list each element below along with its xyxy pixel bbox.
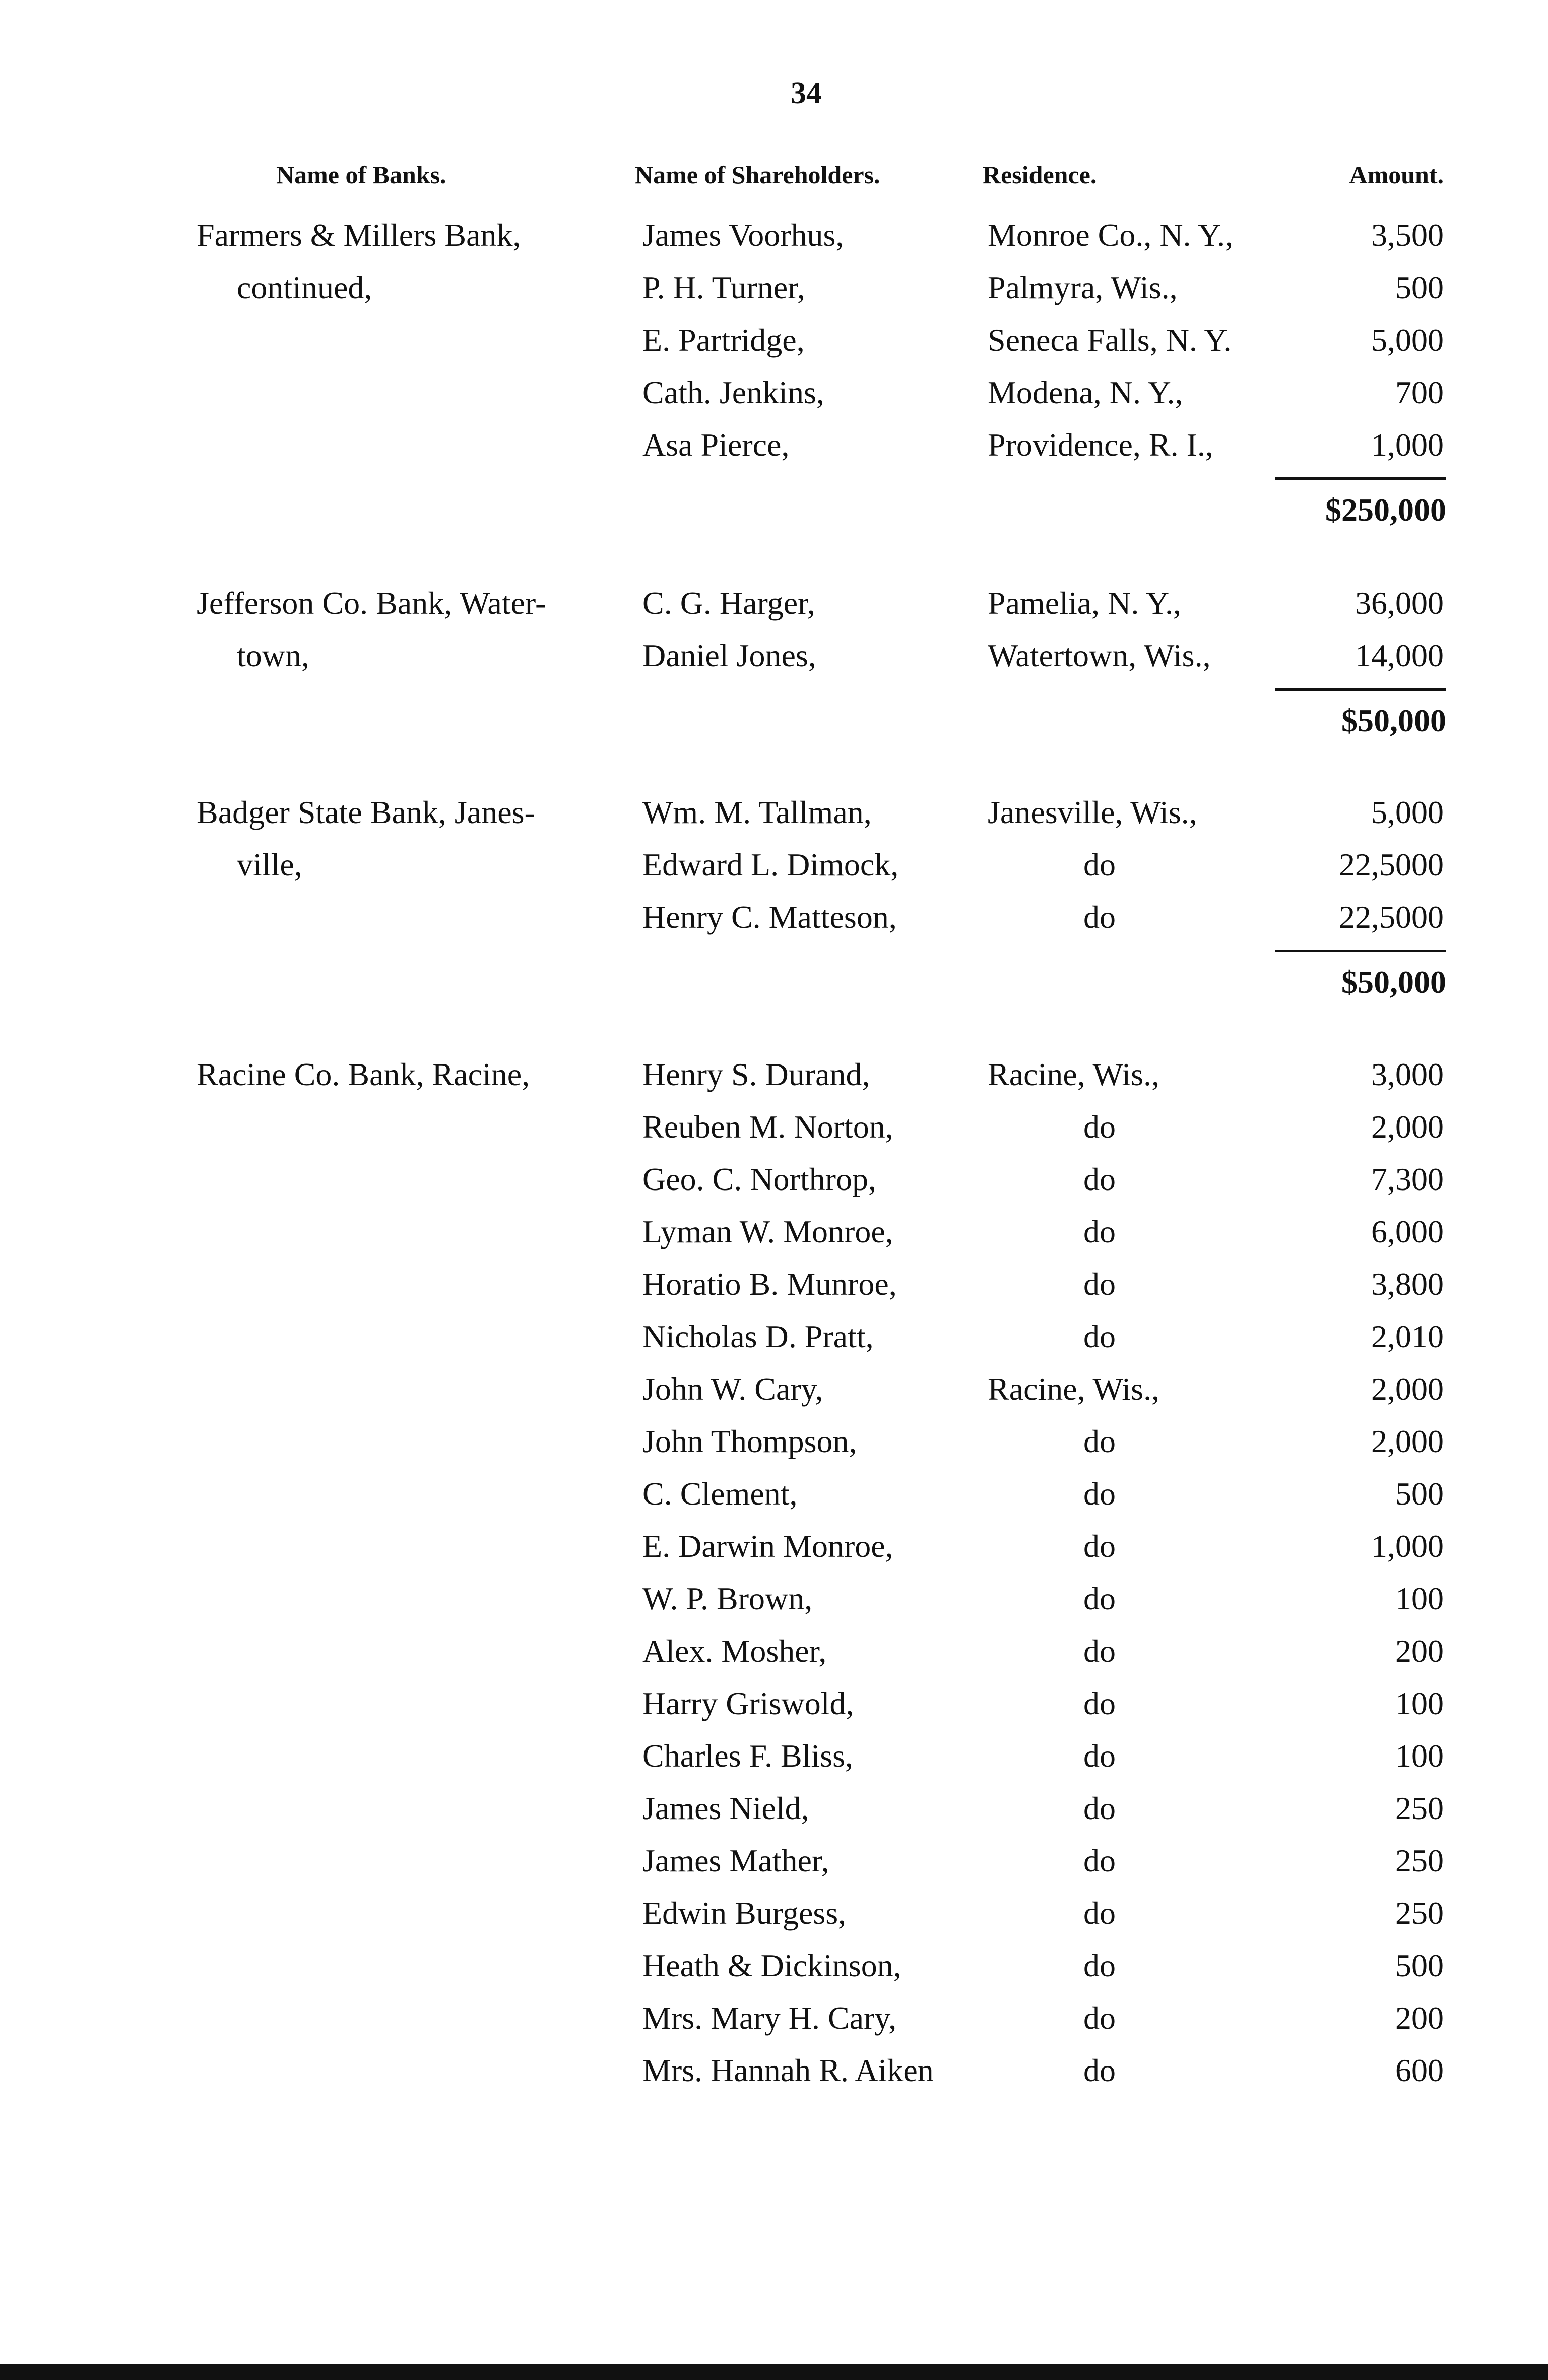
shareholder-name: Edward L. Dimock, [642, 847, 899, 883]
share-amount: 5,000 [1371, 794, 1444, 830]
shareholder-row [0, 1677, 1548, 1730]
shareholder-row [0, 1730, 1548, 1782]
share-amount: 250 [1395, 1790, 1444, 1826]
shareholder-name: Lyman W. Monroe, [642, 1214, 893, 1249]
shareholder-row [0, 1625, 1548, 1677]
shareholder-name: Henry S. Durand, [642, 1056, 870, 1092]
share-amount: 200 [1395, 2000, 1444, 2036]
bank-total: $250,000 [1325, 492, 1446, 528]
shareholder-residence: Modena, N. Y., [988, 374, 1183, 410]
shareholder-name: Mrs. Mary H. Cary, [642, 2000, 897, 2036]
bank-total: $50,000 [1341, 964, 1446, 1000]
share-amount: 6,000 [1371, 1214, 1444, 1249]
shareholder-row [0, 839, 1548, 891]
shareholder-row [0, 366, 1548, 419]
share-amount: 2,000 [1371, 1371, 1444, 1407]
share-amount: 36,000 [1355, 585, 1444, 621]
shareholder-residence: do [1083, 1476, 1116, 1512]
shareholder-name: Harry Griswold, [642, 1685, 854, 1721]
shareholder-residence: do [1083, 1843, 1116, 1878]
shareholder-name: John W. Cary, [642, 1371, 823, 1407]
shareholder-row [0, 262, 1548, 314]
shareholder-residence: Watertown, Wis., [988, 638, 1211, 673]
shareholder-name: Geo. C. Northrop, [642, 1161, 876, 1197]
shareholder-row [0, 1415, 1548, 1468]
share-amount: 3,500 [1371, 217, 1444, 253]
shareholder-name: James Nield, [642, 1790, 809, 1826]
bank-name-line: Farmers & Millers Bank, [197, 217, 521, 253]
shareholder-residence: do [1083, 1790, 1116, 1826]
share-amount: 200 [1395, 1633, 1444, 1669]
shareholder-row [0, 1939, 1548, 1992]
share-amount: 3,800 [1371, 1266, 1444, 1302]
shareholder-name: C. Clement, [642, 1476, 798, 1512]
shareholder-residence: Racine, Wis., [988, 1371, 1160, 1407]
shareholder-name: Daniel Jones, [642, 638, 816, 673]
shareholder-row [0, 1992, 1548, 2044]
shareholder-residence: do [1083, 847, 1116, 883]
shareholder-residence: Providence, R. I., [988, 427, 1213, 463]
share-amount: 700 [1395, 374, 1444, 410]
shareholder-name: James Mather, [642, 1843, 829, 1878]
shareholder-row [0, 891, 1548, 944]
share-amount: 22,5000 [1339, 847, 1444, 883]
share-amount: 500 [1395, 1948, 1444, 1983]
bank-name-line: Racine Co. Bank, Racine, [197, 1056, 530, 1092]
shareholder-row [0, 1153, 1548, 1206]
header-residence: Residence. [983, 161, 1097, 189]
shareholder-row [0, 786, 1548, 839]
shareholder-name: E. Partridge, [642, 322, 805, 358]
shareholder-row [0, 1887, 1548, 1939]
shareholder-residence: do [1083, 1895, 1116, 1931]
shareholder-row [0, 630, 1548, 682]
shareholder-row [0, 1468, 1548, 1520]
shareholder-name: Reuben M. Norton, [642, 1109, 893, 1145]
shareholder-residence: Pamelia, N. Y., [988, 585, 1181, 621]
shareholder-name: Asa Pierce, [642, 427, 790, 463]
share-amount: 500 [1395, 1476, 1444, 1512]
shareholder-name: Nicholas D. Pratt, [642, 1319, 874, 1354]
header-bank-name: Name of Banks. [276, 161, 446, 189]
shareholder-residence: do [1083, 1528, 1116, 1564]
shareholder-residence: Janesville, Wis., [988, 794, 1197, 830]
shareholder-residence: Racine, Wis., [988, 1056, 1160, 1092]
share-amount: 2,010 [1371, 1319, 1444, 1354]
shareholder-residence: do [1083, 2000, 1116, 2036]
header-shareholder-name: Name of Shareholders. [635, 161, 880, 189]
share-amount: 250 [1395, 1843, 1444, 1878]
shareholder-residence: do [1083, 1685, 1116, 1721]
shareholder-name: Cath. Jenkins, [642, 374, 824, 410]
shareholder-row [0, 419, 1548, 471]
share-amount: 1,000 [1371, 427, 1444, 463]
total-rule [1275, 477, 1446, 480]
share-amount: 600 [1395, 2052, 1444, 2088]
shareholder-row [0, 1101, 1548, 1153]
share-amount: 100 [1395, 1685, 1444, 1721]
shareholder-row [0, 577, 1548, 630]
share-amount: 100 [1395, 1581, 1444, 1616]
total-rule [1275, 688, 1446, 691]
shareholder-residence: do [1083, 1581, 1116, 1616]
shareholder-name: Heath & Dickinson, [642, 1948, 901, 1983]
shareholder-row [0, 209, 1548, 262]
shareholder-name: W. P. Brown, [642, 1581, 813, 1616]
shareholder-name: Wm. M. Tallman, [642, 794, 872, 830]
share-amount: 2,000 [1371, 1109, 1444, 1145]
bank-name-line: ville, [237, 847, 302, 883]
shareholder-row [0, 314, 1548, 366]
share-amount: 250 [1395, 1895, 1444, 1931]
shareholder-residence: do [1083, 1319, 1116, 1354]
shareholder-row [0, 1520, 1548, 1573]
page-number: 34 [791, 76, 822, 110]
share-amount: 7,300 [1371, 1161, 1444, 1197]
shareholder-residence: do [1083, 1109, 1116, 1145]
shareholder-row [0, 2044, 1548, 2097]
shareholder-residence: do [1083, 1738, 1116, 1774]
shareholder-residence: do [1083, 2052, 1116, 2088]
shareholder-name: Edwin Burgess, [642, 1895, 847, 1931]
share-amount: 2,000 [1371, 1423, 1444, 1459]
shareholder-row [0, 1258, 1548, 1310]
shareholder-row [0, 1206, 1548, 1258]
shareholder-residence: do [1083, 1423, 1116, 1459]
shareholder-name: Alex. Mosher, [642, 1633, 827, 1669]
bank-total: $50,000 [1341, 703, 1446, 738]
shareholder-name: E. Darwin Monroe, [642, 1528, 893, 1564]
shareholder-residence: Seneca Falls, N. Y. [988, 322, 1232, 358]
shareholder-name: Mrs. Hannah R. Aiken [642, 2052, 934, 2088]
shareholder-residence: Palmyra, Wis., [988, 270, 1178, 305]
shareholder-row [0, 1363, 1548, 1415]
shareholder-row [0, 1573, 1548, 1625]
shareholder-row [0, 1835, 1548, 1887]
shareholder-name: P. H. Turner, [642, 270, 805, 305]
share-amount: 14,000 [1355, 638, 1444, 673]
shareholder-residence: do [1083, 899, 1116, 935]
share-amount: 3,000 [1371, 1056, 1444, 1092]
bank-name-line: Badger State Bank, Janes- [197, 794, 535, 830]
shareholder-name: Horatio B. Munroe, [642, 1266, 897, 1302]
total-rule [1275, 950, 1446, 952]
shareholder-row [0, 1048, 1548, 1101]
share-amount: 5,000 [1371, 322, 1444, 358]
shareholder-row [0, 1782, 1548, 1835]
bank-name-line: Jefferson Co. Bank, Water- [197, 585, 546, 621]
shareholder-name: Charles F. Bliss, [642, 1738, 854, 1774]
shareholder-residence: do [1083, 1948, 1116, 1983]
shareholder-residence: do [1083, 1633, 1116, 1669]
shareholder-name: Henry C. Matteson, [642, 899, 897, 935]
shareholder-residence: do [1083, 1266, 1116, 1302]
shareholder-residence: do [1083, 1214, 1116, 1249]
shareholder-residence: do [1083, 1161, 1116, 1197]
share-amount: 1,000 [1371, 1528, 1444, 1564]
bank-name-line: continued, [237, 270, 372, 305]
bank-name-line: town, [237, 638, 309, 673]
shareholder-residence: Monroe Co., N. Y., [988, 217, 1234, 253]
shareholder-row [0, 1310, 1548, 1363]
page-bottom-edge [0, 2364, 1548, 2380]
share-amount: 500 [1395, 270, 1444, 305]
shareholder-name: John Thompson, [642, 1423, 857, 1459]
share-amount: 100 [1395, 1738, 1444, 1774]
share-amount: 22,5000 [1339, 899, 1444, 935]
shareholder-name: James Voorhus, [642, 217, 844, 253]
shareholder-name: C. G. Harger, [642, 585, 815, 621]
header-amount: Amount. [1349, 161, 1444, 189]
